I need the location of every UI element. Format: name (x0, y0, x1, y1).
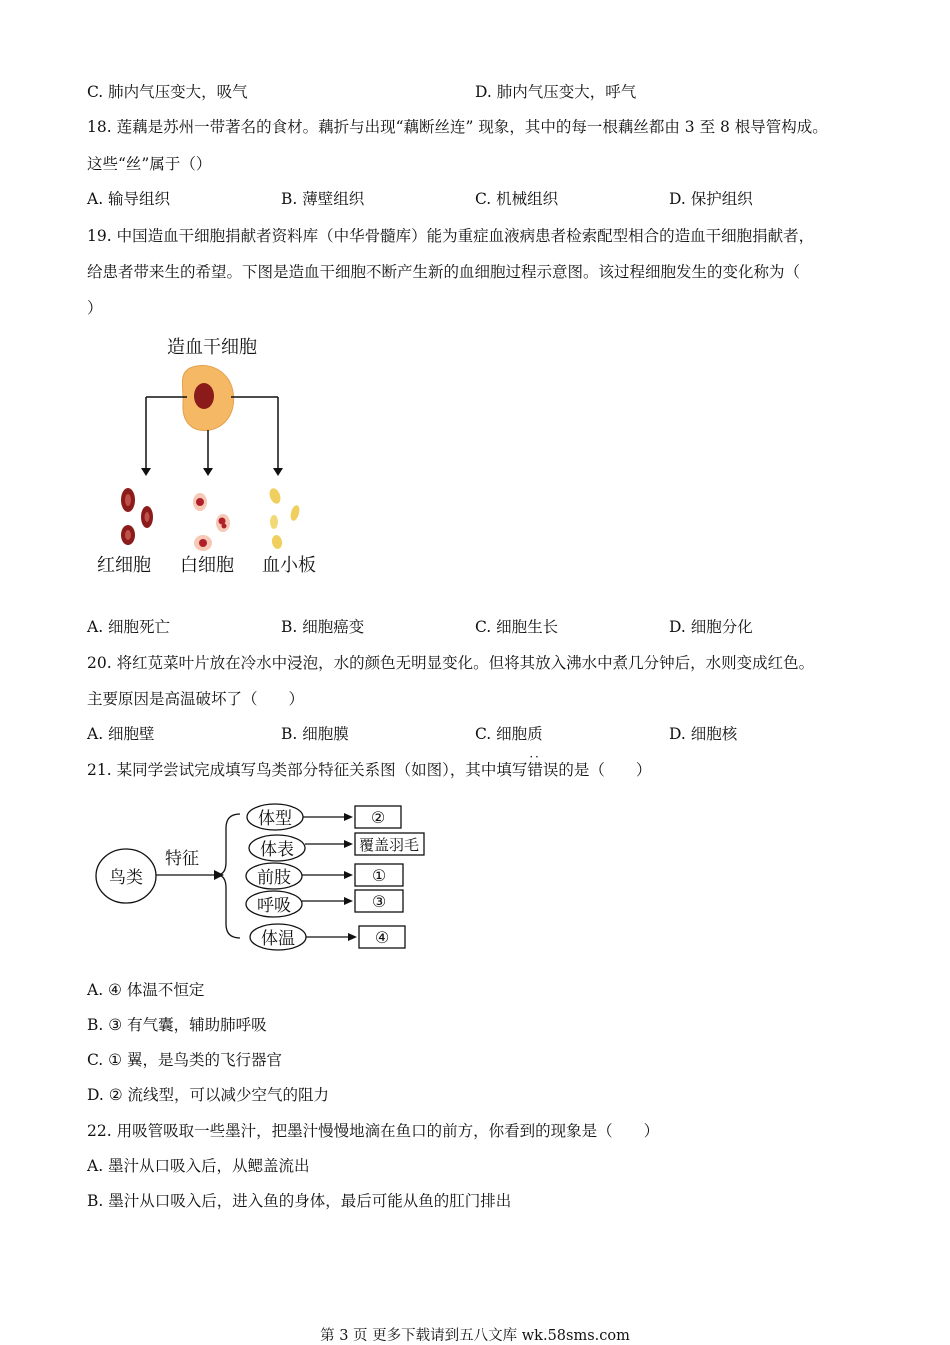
q17-option-d: D. 肺内气压变大，呼气 (475, 83, 637, 101)
trait-label: 体表 (260, 840, 294, 860)
white-blood-cell-icon (193, 493, 230, 551)
red-blood-cell-icon (121, 488, 153, 545)
q19-stem-line3: ） (87, 299, 103, 317)
feature-row-body-shape (247, 804, 401, 830)
value-label: 覆盖羽毛 (358, 836, 420, 854)
q21-stem-emphasis: · · 错误 (527, 760, 558, 780)
trait-label: 体型 (258, 809, 292, 829)
feature-label: 特征 (165, 849, 199, 869)
q18-option-d: D. 保护组织 (669, 190, 753, 208)
q21-option-c: C. ① 翼，是鸟类的飞行器官 (87, 1051, 282, 1069)
trait-label: 前肢 (257, 868, 291, 888)
q21-option-d: D. ② 流线型，可以减少空气的阻力 (87, 1086, 330, 1104)
q19-option-a: A. 细胞死亡 (87, 618, 171, 636)
bird-feature-diagram (92, 798, 432, 958)
q21-option-a: A. ④ 体温不恒定 (87, 981, 205, 999)
q22-stem: 22. 用吸管吸取一些墨汁，把墨汁慢慢地滴在鱼口的前方，你看到的现象是（ ） (87, 1122, 660, 1140)
q22-option-a: A. 墨汁从口吸入后，从鳃盖流出 (87, 1157, 310, 1175)
feature-row-respiration (246, 890, 403, 917)
q20-option-c: C. 细胞质 (475, 725, 543, 743)
value-label: ④ (374, 928, 390, 947)
q21-stem-before: 21. 某同学尝试完成填写鸟类部分特征关系图（如图），其中填写 (87, 761, 528, 779)
q20-option-d: D. 细胞核 (669, 725, 738, 743)
q19-stem-line2: 给患者带来生的希望。下图是造血干细胞不断产生新的血细胞过程示意图。该过程细胞发生的变化称为（ (87, 263, 801, 281)
feature-row-body-temperature (250, 924, 405, 950)
q22-option-b: B. 墨汁从口吸入后，进入鱼的身体，最后可能从鱼的肛门排出 (87, 1192, 512, 1210)
bird-label: 鸟类 (109, 868, 143, 888)
blood-cell-diagram (90, 330, 330, 580)
q18-option-b: B. 薄壁组织 (281, 190, 365, 208)
q20-option-a: A. 细胞壁 (87, 725, 155, 743)
stem-cell-label: 造血干细胞 (167, 337, 257, 358)
feature-row-forelimb (246, 863, 403, 889)
trait-label: 体温 (261, 929, 295, 949)
page-footer: 第 3 页 更多下载请到五八文库 wk.58sms.com (320, 1328, 630, 1344)
q19-option-b: B. 细胞癌变 (281, 618, 365, 636)
q21-stem-after: 的是（ ） (558, 761, 652, 779)
trait-label: 呼吸 (257, 896, 291, 916)
white-blood-cell-label: 白细胞 (180, 555, 234, 576)
q18-stem-line2: 这些“丝”属于（） (87, 155, 212, 173)
value-label: ② (370, 808, 386, 827)
q19-option-c: C. 细胞生长 (475, 618, 559, 636)
q19-stem-line1: 19. 中国造血干细胞捐献者资料库（中华骨髓库）能为重症血液病患者检索配型相合的造血干细胞捐献者， (87, 227, 815, 245)
feature-row-body-surface (249, 833, 424, 861)
q20-option-b: B. 细胞膜 (281, 725, 349, 743)
q19-option-d: D. 细胞分化 (669, 618, 753, 636)
value-label: ③ (371, 892, 387, 911)
value-label: ① (371, 866, 387, 885)
q18-option-c: C. 机械组织 (475, 190, 559, 208)
q18-stem-line1: 18. 莲藕是苏州一带著名的食材。藕折与出现“藕断丝连” 现象，其中的每一根藕丝都由 3 至 8 根导管构成。 (87, 118, 828, 136)
platelet-label: 血小板 (262, 555, 316, 576)
red-blood-cell-label: 红细胞 (97, 555, 151, 576)
q17-option-c: C. 肺内气压变大，吸气 (87, 83, 248, 101)
q21-stem (87, 760, 651, 780)
q21-option-b: B. ③ 有气囊，辅助肺呼吸 (87, 1016, 267, 1034)
q18-option-a: A. 输导组织 (87, 190, 171, 208)
q20-stem-line1: 20. 将红苋菜叶片放在冷水中浸泡，水的颜色无明显变化。但将其放入沸水中煮几分钟后，水则变成红色。 (87, 654, 815, 672)
platelet-icon (268, 487, 301, 550)
q20-stem-line2: 主要原因是高温破坏了（ ） (87, 690, 305, 708)
